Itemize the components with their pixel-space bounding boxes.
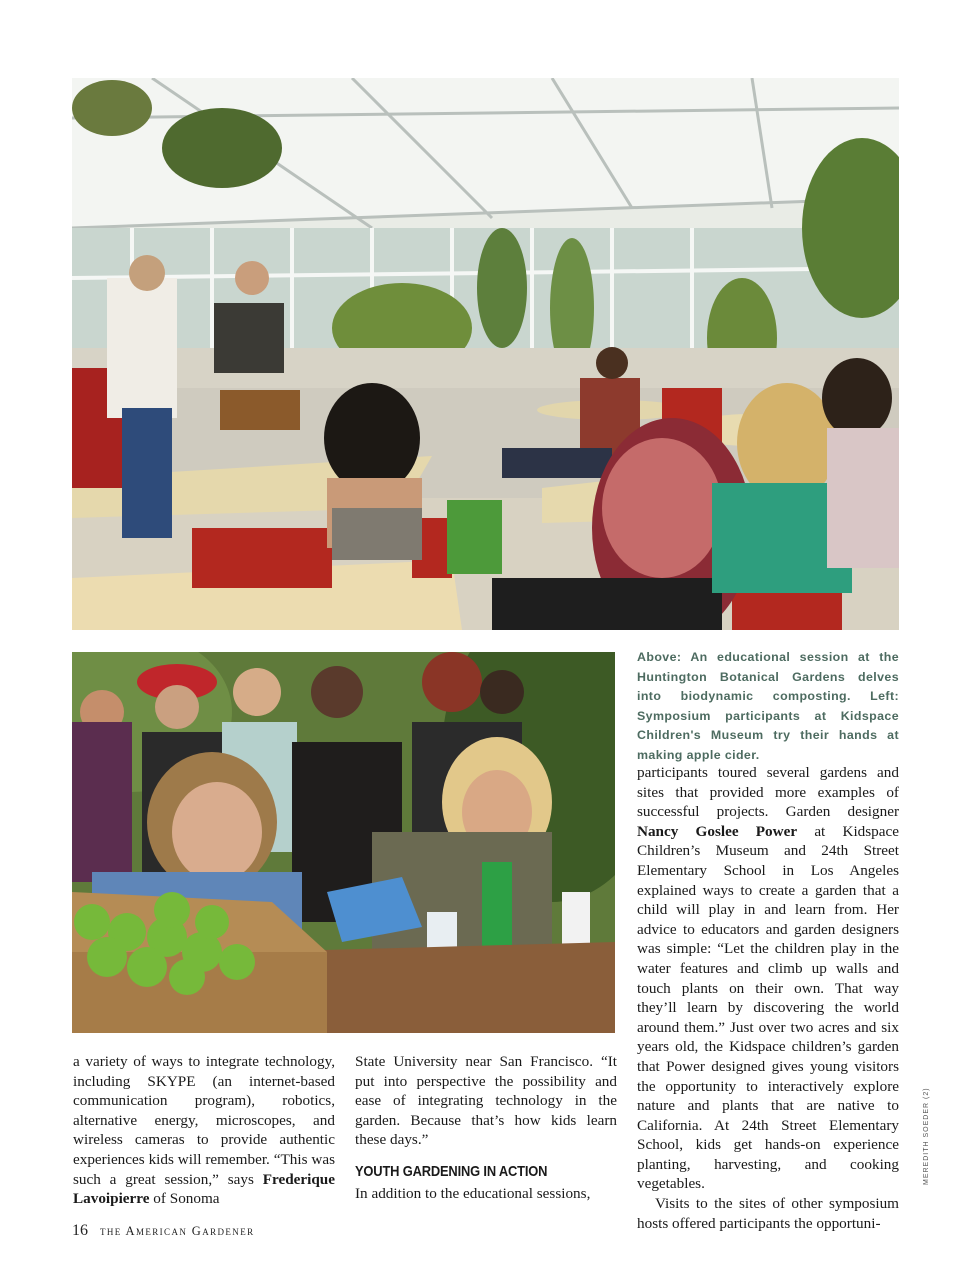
column-1-text-b: of Sonoma	[149, 1190, 220, 1208]
column-2-paragraph: State University near San Francisco. “It put into perspective the possibility and ease of integrating technology in the garden. Because that’s how kids learn these days.”	[355, 1053, 617, 1149]
page-footer	[72, 1222, 255, 1240]
column-2-paragraph-2: In addition to the educational sessions,	[355, 1184, 591, 1202]
column-1-text-a: a variety of ways to integrate technology, including SKYPE (an internet-based communication program), robotics, alternative energy, microscopes, and wireless cameras to provide authentic experiences kids will remember. “This was such a great session,” says	[73, 1053, 335, 1188]
photo-caption: Above: An educational session at the Huntington Botanical Gardens delves into biodynamic composting. Left: Symposium participants at Kidspace Children's Museum try their hands at making apple cider.	[637, 650, 899, 762]
apple-cider-photo	[72, 652, 615, 1033]
person-name: Frederique Lavoipierre	[73, 1170, 335, 1208]
column-3-text-a: participants toured several gardens and sites that provided more examples of successful projects. Garden designer	[637, 764, 899, 821]
article-column-3	[637, 763, 899, 1233]
person-name: Nancy Goslee Power	[637, 822, 798, 840]
photo-credit: MEREDITH SOEDER (2)	[923, 1087, 930, 1185]
column-3-paragraph	[637, 763, 899, 1194]
column-3-paragraph-2: Visits to the sites of other symposium hosts offered participants the opportuni-	[637, 1195, 899, 1232]
magazine-name: the American Gardener	[100, 1224, 255, 1238]
article-column-1	[73, 1052, 335, 1209]
column-3-text-b: at Kidspace Children’s Museum and 24th Street Elementary School in Los Angeles explained ways to create a garden that a child will play in and learn from. Her advice to educators and garden designers was simple: “Let the children play in the water features and climb up walls and touch plants on their own. That way they’ll learn by discovering the world around them.” Just over two acres and six years old, the Kidspace children’s garden that Power designed gives young visitors the opportunity to interactively explore nature and plants that are native to California. At 24th Street Elementary School, kids get hands-on experience planting, harvesting, and cooking vegetables.	[637, 822, 899, 1193]
page-number: 16	[72, 1222, 88, 1239]
greenhouse-session-photo	[72, 78, 899, 630]
section-heading: YOUTH GARDENING IN ACTION	[355, 1162, 548, 1180]
column-1-paragraph	[73, 1052, 335, 1209]
article-column-2	[355, 1052, 617, 1203]
